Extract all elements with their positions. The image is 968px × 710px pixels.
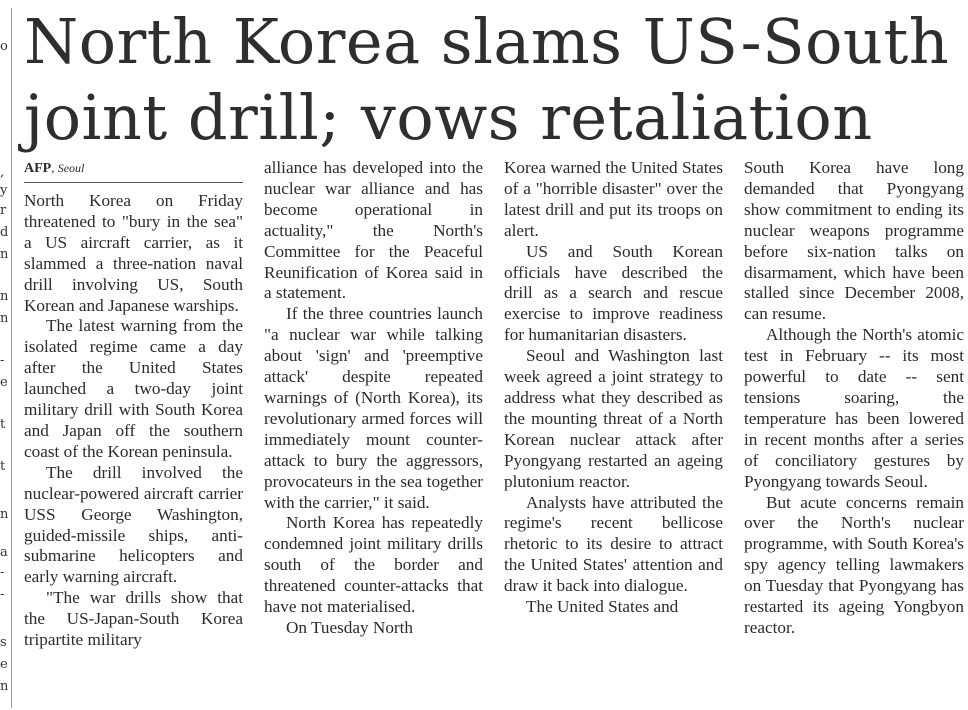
paragraph: If the three countries launch "a nuclear war while talking about 'sign' and 'preemptive attack' despite repeated warnings of (North Korea), its revolutionary armed forces will immediately mount counter-attack to bury the aggressors, provocateurs in the sea together with the carrier," it said.	[264, 304, 483, 512]
article-column-4	[744, 158, 964, 710]
paragraph: On Tuesday North	[286, 617, 414, 637]
cut-off-letter: s	[0, 635, 7, 650]
byline-separator: ,	[51, 160, 58, 175]
cut-off-letter: t	[0, 417, 6, 432]
byline-agency: AFP	[24, 161, 52, 176]
cut-off-letter: n	[0, 311, 9, 326]
cut-off-letter: r	[0, 203, 7, 218]
cut-off-letter: e	[0, 657, 8, 672]
column-rule	[11, 8, 12, 708]
cut-off-letter: -	[0, 587, 5, 602]
cut-off-letter: ,	[0, 165, 5, 180]
cut-off-letter: d	[0, 225, 9, 240]
article-headline: North Korea slams US-South joint drill; vows retaliation	[24, 5, 950, 154]
cut-off-letter: o	[0, 39, 8, 54]
cut-off-letter: n	[0, 247, 9, 262]
cut-off-letter: y	[0, 183, 8, 198]
cut-off-letter: -	[0, 565, 5, 580]
paragraph: The United States and	[526, 597, 679, 617]
cut-off-letter: -	[0, 353, 5, 368]
paragraph: alliance has developed into the nuclear war alliance and has become operational in actuality," the North's Committee for the Peaceful Reunification of Korea said in a statement.	[264, 158, 483, 303]
paragraph: North Korea has repeatedly condemned joint military drills south of the border and threatened counter-attacks that have not materialised.	[264, 513, 483, 617]
adjacent-article-edge	[0, 0, 14, 710]
paragraph: US and South Korean officials have described the drill as a search and rescue exercise to improve readiness for humanitarian disasters.	[504, 241, 723, 345]
cut-off-letter: n	[0, 289, 9, 304]
paragraph: Analysts have attributed the regime's recent bellicose rhetoric to its desire to attract the United States' attention and draw it back into dialogue.	[504, 492, 723, 596]
paragraph: The latest warning from the isolated regime came a day after the United States launched a two-day joint military drill with South Korea and Japan off the southern coast of the Korean peninsula.	[24, 316, 243, 461]
paragraph: But acute concerns remain over the North's nuclear programme, with South Korea's spy agency telling lawmakers on Tuesday that Pyongyang has restarted its ageing Yongbyon reactor.	[744, 492, 964, 637]
paragraph: North Korea on Friday threatened to "bury in the sea" a US aircraft carrier, as it slammed a three-nation naval drill involving US, South Korean and Japanese warships.	[24, 191, 243, 315]
paragraph: Seoul and Washington last week agreed a joint strategy to address what they described as the mounting threat of a North Korean nuclear attack after Pyongyang restarted an ageing plutonium reactor.	[504, 346, 723, 491]
paragraph: South Korea have long demanded that Pyongyang show commitment to ending its nuclear weapons programme before six-nation talks on disarmament, which have been stalled since December 2008, can resume.	[744, 158, 964, 324]
cut-off-letter: n	[0, 679, 9, 694]
paragraph: The drill involved the nuclear-powered aircraft carrier USS George Washington, guided-missile ships, anti-submarine helicopters and early warning aircraft.	[24, 462, 243, 587]
cut-off-letter: t	[0, 459, 6, 474]
paragraph: Although the North's atomic test in February -- its most powerful to date -- sent tensions soaring, the temperature has been lowered in recent months after a series of conciliatory gestures by Pyongyang towards Seoul.	[744, 325, 964, 491]
paragraph: "The war drills show that the US-Japan-South Korea tripartite military	[24, 588, 243, 650]
cut-off-letter: e	[0, 375, 8, 390]
article-column-3	[504, 158, 723, 710]
byline-dateline: Seoul	[57, 161, 85, 175]
article-column-2	[264, 158, 483, 710]
paragraph: Korea warned the United States of a "horrible disaster" over the latest drill and put its troops on alert.	[504, 158, 723, 240]
cut-off-letter: n	[0, 507, 9, 522]
article-column-1	[24, 158, 243, 710]
byline	[24, 158, 243, 183]
cut-off-letter: a	[0, 545, 8, 560]
